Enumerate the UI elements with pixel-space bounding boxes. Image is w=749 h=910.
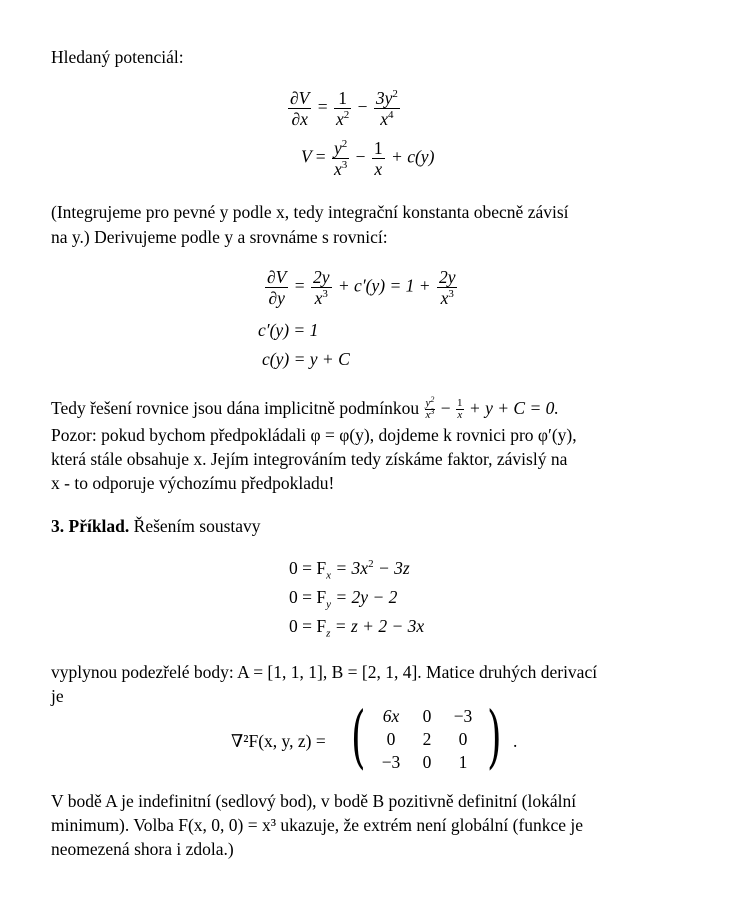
example-heading (51, 514, 699, 539)
paragraph-solution: Tedy řešení rovnice jsou dána implicitně podmínkou $\frac{y^2}{x^3}$ − $\frac{1}{x}$ + y + C = 0. (51, 395, 559, 422)
fraction: $\frac{3y^2}{x^4}$ (375, 88, 398, 129)
matrix-period: . (513, 731, 518, 751)
matrix-cell: 0 (458, 729, 468, 749)
paragraph-conclusion-line2: minimum). Volba F(x, 0, 0) = x³ ukazuje, že extrém není globální (funkce je (51, 815, 584, 835)
paragraph-points-line2: je (51, 686, 64, 706)
left-paren: ( (350, 698, 366, 777)
equation-V: V = $\frac{y^2}{x^3}$ − $\frac{1}{x}$ + c(y) (301, 138, 435, 179)
matrix-cell: −3 (453, 706, 473, 726)
matrix-table (373, 705, 481, 774)
system-equation-2: $0 = F_y = 2y - 2$ (289, 587, 398, 611)
paragraph-integration-line1: (Integrujeme pro pevné y podle x, tedy integrační konstanta obecně závisí (51, 202, 569, 222)
equation-dV-dx: $\frac{\partial V}{\partial x}$ = $\frac{1}{x^2}$ − $\frac{3y^2}{x^4}$ (290, 88, 398, 129)
example-label: 3. Příklad. (51, 516, 130, 536)
inline-fraction: $\frac{y^2}{x^3}$ (425, 395, 435, 422)
equation-c-prime: c′(y) = 1 (258, 320, 319, 340)
heading-potential: Hledaný potenciál: (51, 47, 184, 67)
paragraph-warning-line2: která stále obsahuje x. Jejím integrováním tedy získáme faktor, závislý na (51, 449, 568, 469)
paragraph-conclusion-line3: neomezená shora i zdola.) (51, 839, 234, 859)
paragraph-warning-line1: Pozor: pokud bychom předpokládali φ = φ(y), dojdeme k rovnici pro φ′(y), (51, 425, 577, 445)
fraction: $\frac{\partial V}{\partial y}$ (267, 267, 287, 308)
equation-dV-dy: $\frac{\partial V}{\partial y}$ = $\frac{2y}{x^3}$ + c′(y) = 1 + $\frac{2y}{x^3}$ (267, 267, 456, 308)
matrix-cell: 0 (386, 729, 396, 749)
matrix-cell: 2 (422, 729, 432, 749)
equation-c: c(y) = y + C (262, 349, 350, 369)
paragraph-warning-line3: x - to odporuje výchozímu předpokladu! (51, 473, 335, 493)
hessian-matrix (351, 700, 521, 784)
system-equation-3: $0 = F_z = z + 2 - 3x$ (289, 616, 425, 640)
matrix-cell: 0 (422, 706, 432, 726)
paragraph-points-line1: vyplynou podezřelé body: A = [1, 1, 1], B = [2, 1, 4]. Matice druhých derivací (51, 662, 598, 682)
fraction: $\frac{2y}{x^3}$ (438, 267, 456, 308)
paragraph-integration-line2: na y.) Derivujeme podle y a srovnáme s rovnicí: (51, 227, 388, 247)
matrix-cell: 0 (422, 752, 432, 772)
matrix-cell: −3 (381, 752, 401, 772)
hessian-lhs: ∇²F(x, y, z) = (231, 731, 326, 751)
fraction: $\frac{1}{x^2}$ (335, 88, 350, 129)
matrix-cell: 6x (382, 706, 400, 726)
inline-fraction: $\frac{1}{x}$ (457, 397, 463, 422)
example-text: Řešením soustavy (133, 516, 261, 536)
paragraph-conclusion-line1: V bodě A je indefinitní (sedlový bod), v bodě B pozitivně definitní (lokální (51, 791, 577, 811)
fraction: $\frac{y^2}{x^3}$ (334, 138, 348, 179)
matrix-cell: 1 (458, 752, 468, 772)
right-paren: ) (486, 698, 502, 777)
system-equation-1: $0 = F_x = 3x^2 - 3z$ (289, 558, 410, 582)
fraction: $\frac{1}{x}$ (373, 138, 383, 179)
fraction: $\frac{\partial V}{\partial x}$ (290, 88, 310, 129)
fraction: $\frac{2y}{x^3}$ (312, 267, 330, 308)
